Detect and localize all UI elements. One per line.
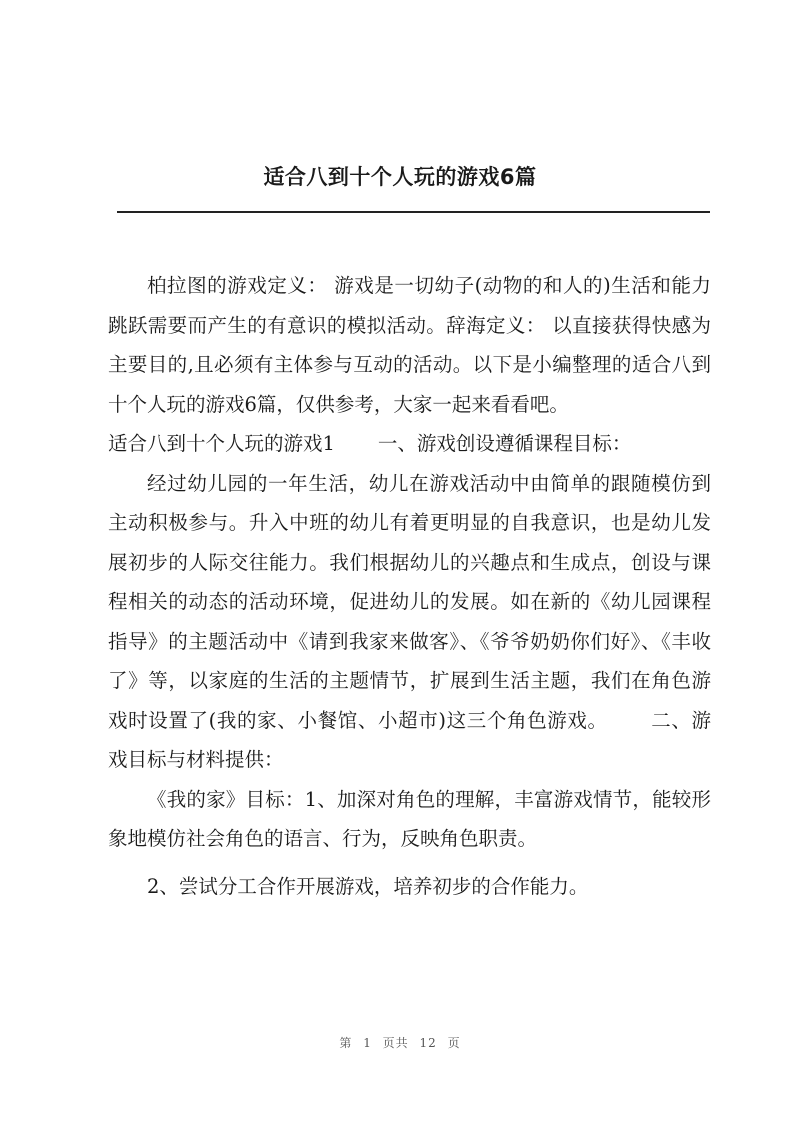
- section-heading: 适合八到十个人玩的游戏1: [108, 432, 335, 455]
- footer-middle: 页共: [382, 1036, 409, 1050]
- section-heading-line: [108, 424, 711, 464]
- second-point: 二、游戏目标与材料提供：: [108, 708, 711, 771]
- paragraph-2: 《我的家》目标：1、加深对角色的理解，丰富游戏情节，能较形象地模仿社会角色的语言、行为，反映角色职责。: [108, 787, 711, 850]
- paragraph-1-text: 经过幼儿园的一年生活，幼儿在游戏活动中由简单的跟随模仿到主动积极参与。升入中班的幼儿有着更明显的自我意识，也是幼儿发展初步的人际交往能力。我们根据幼儿的兴趣点和生成点，创设与课程相关的动态的活动环境，促进幼儿的发展。如在新的《幼儿园课程指导》的主题活动中《请到我家来做客》、《爷爷奶奶你们好》、《丰收了》等，以家庭的生活的主题情节，扩展到生活主题，我们在角色游戏时设置了(我的家、小餐馆、小超市)这三个角色游戏。: [108, 471, 711, 732]
- footer-total-pages: 12: [419, 1036, 437, 1050]
- paragraph-1: [108, 464, 711, 780]
- section-first-point: 一、游戏创设遵循课程目标：: [377, 432, 632, 455]
- title-divider: [117, 211, 710, 213]
- document-body: [108, 266, 711, 906]
- footer-page-number: 1: [363, 1036, 372, 1050]
- footer-suffix: 页: [447, 1036, 461, 1050]
- document-title: 适合八到十个人玩的游戏6篇: [263, 165, 537, 189]
- footer-prefix: 第: [339, 1036, 353, 1050]
- paragraph-3: 2、尝试分工合作开展游戏，培养初步的合作能力。: [147, 874, 589, 898]
- intro-paragraph: 柏拉图的游戏定义： 游戏是一切幼子(动物的和人的)生活和能力跳跃需要而产生的有意识的模拟活动。辞海定义： 以直接获得快感为主要目的,且必须有主体参与互动的活动。以下是小编整理的适合八到十个人玩的游戏6篇，仅供参考，大家一起来看看吧。: [108, 274, 711, 416]
- page-footer: [0, 1034, 800, 1051]
